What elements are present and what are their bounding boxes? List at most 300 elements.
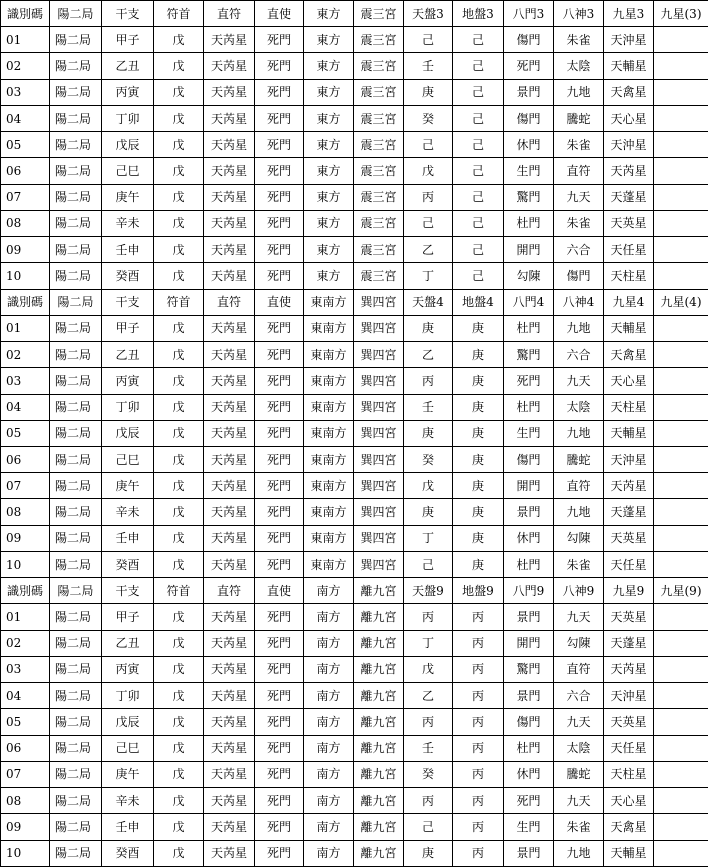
table-cell: 壬申 bbox=[102, 814, 154, 840]
table-cell: 丙 bbox=[453, 788, 504, 814]
header-cell: 東方 bbox=[304, 1, 354, 27]
table-row bbox=[1, 105, 708, 131]
table-cell: 陽二局 bbox=[50, 53, 102, 79]
table-cell: 己 bbox=[453, 79, 504, 105]
table-cell bbox=[654, 53, 708, 79]
header-cell: 離九宮 bbox=[354, 578, 404, 604]
table-cell: 南方 bbox=[304, 788, 354, 814]
table-cell: 戊 bbox=[154, 551, 204, 577]
table-cell: 甲子 bbox=[102, 604, 154, 630]
table-cell: 戊 bbox=[154, 315, 204, 341]
table-cell: 生門 bbox=[504, 814, 554, 840]
table-cell: 天芮星 bbox=[204, 132, 255, 158]
table-cell bbox=[654, 735, 708, 761]
table-cell: 巽四宮 bbox=[354, 315, 404, 341]
table-cell: 九天 bbox=[554, 368, 604, 394]
header-cell: 識別碼 bbox=[1, 578, 50, 604]
table-cell bbox=[654, 420, 708, 446]
table-cell: 己 bbox=[453, 184, 504, 210]
table-cell: 天沖星 bbox=[604, 683, 654, 709]
table-row bbox=[1, 499, 708, 525]
table-cell: 己 bbox=[404, 551, 453, 577]
table-cell: 巽四宮 bbox=[354, 551, 404, 577]
table-cell: 天禽星 bbox=[604, 79, 654, 105]
table-cell: 死門 bbox=[255, 446, 304, 472]
header-cell: 直使 bbox=[255, 289, 304, 315]
table-cell: 03 bbox=[1, 79, 50, 105]
table-cell: 天芮星 bbox=[204, 53, 255, 79]
table-row bbox=[1, 683, 708, 709]
table-cell: 戊 bbox=[154, 342, 204, 368]
table-cell: 巽四宮 bbox=[354, 368, 404, 394]
table-cell: 東南方 bbox=[304, 315, 354, 341]
table-cell: 東方 bbox=[304, 27, 354, 53]
table-cell bbox=[654, 604, 708, 630]
table-cell: 辛未 bbox=[102, 499, 154, 525]
table-cell: 09 bbox=[1, 237, 50, 263]
table-cell: 戊 bbox=[154, 525, 204, 551]
header-cell: 直符 bbox=[204, 1, 255, 27]
table-cell: 06 bbox=[1, 735, 50, 761]
table-cell: 直符 bbox=[554, 473, 604, 499]
table-cell: 震三宮 bbox=[354, 132, 404, 158]
table-row bbox=[1, 184, 708, 210]
table-cell: 天芮星 bbox=[204, 27, 255, 53]
table-cell: 九天 bbox=[554, 604, 604, 630]
table-cell: 己巳 bbox=[102, 446, 154, 472]
table-cell: 陽二局 bbox=[50, 525, 102, 551]
table-cell: 天芮星 bbox=[204, 814, 255, 840]
table-cell: 離九宮 bbox=[354, 604, 404, 630]
table-row bbox=[1, 525, 708, 551]
table-cell: 離九宮 bbox=[354, 683, 404, 709]
table-cell bbox=[654, 761, 708, 787]
table-cell: 死門 bbox=[255, 315, 304, 341]
table-cell: 天任星 bbox=[604, 735, 654, 761]
header-cell: 符首 bbox=[154, 1, 204, 27]
table-cell: 壬申 bbox=[102, 237, 154, 263]
table-cell: 庚 bbox=[453, 394, 504, 420]
table-cell: 壬 bbox=[404, 53, 453, 79]
table-row bbox=[1, 79, 708, 105]
table-cell: 戊 bbox=[404, 158, 453, 184]
table-cell: 天禽星 bbox=[604, 342, 654, 368]
table-cell: 休門 bbox=[504, 132, 554, 158]
table-cell: 甲子 bbox=[102, 27, 154, 53]
table-cell: 死門 bbox=[255, 525, 304, 551]
table-cell: 丙 bbox=[453, 683, 504, 709]
table-cell: 戊 bbox=[154, 27, 204, 53]
table-cell: 陽二局 bbox=[50, 604, 102, 630]
table-cell: 天沖星 bbox=[604, 446, 654, 472]
table-cell bbox=[654, 473, 708, 499]
table-cell: 死門 bbox=[504, 368, 554, 394]
table-cell: 07 bbox=[1, 473, 50, 499]
table-cell: 杜門 bbox=[504, 735, 554, 761]
table-cell: 陽二局 bbox=[50, 761, 102, 787]
table-cell: 己 bbox=[453, 53, 504, 79]
table-cell: 10 bbox=[1, 840, 50, 866]
header-cell: 干支 bbox=[102, 578, 154, 604]
table-cell: 天輔星 bbox=[604, 840, 654, 866]
table-cell: 戊 bbox=[154, 761, 204, 787]
header-cell: 天盤3 bbox=[404, 1, 453, 27]
table-cell: 天輔星 bbox=[604, 53, 654, 79]
table-cell: 戊 bbox=[154, 788, 204, 814]
table-cell: 庚午 bbox=[102, 184, 154, 210]
table-cell: 06 bbox=[1, 158, 50, 184]
table-cell: 朱雀 bbox=[554, 132, 604, 158]
table-cell: 乙丑 bbox=[102, 630, 154, 656]
table-cell: 丙 bbox=[453, 709, 504, 735]
header-cell: 八神4 bbox=[554, 289, 604, 315]
table-cell: 戊 bbox=[154, 237, 204, 263]
table-cell: 景門 bbox=[504, 683, 554, 709]
table-cell: 東方 bbox=[304, 105, 354, 131]
table-cell bbox=[654, 237, 708, 263]
table-cell: 戊 bbox=[154, 814, 204, 840]
table-cell: 己 bbox=[453, 132, 504, 158]
table-cell: 東南方 bbox=[304, 499, 354, 525]
table-cell: 天柱星 bbox=[604, 394, 654, 420]
table-cell: 丙 bbox=[453, 656, 504, 682]
table-cell: 05 bbox=[1, 709, 50, 735]
table-cell: 戊 bbox=[154, 132, 204, 158]
table-cell: 天芮星 bbox=[604, 158, 654, 184]
table-cell: 己巳 bbox=[102, 735, 154, 761]
table-cell: 南方 bbox=[304, 761, 354, 787]
table-cell bbox=[654, 27, 708, 53]
table-cell: 天芮星 bbox=[204, 184, 255, 210]
header-cell: 符首 bbox=[154, 289, 204, 315]
table-cell: 杜門 bbox=[504, 394, 554, 420]
table-cell: 己巳 bbox=[102, 158, 154, 184]
table-cell: 天芮星 bbox=[204, 105, 255, 131]
table-cell bbox=[654, 132, 708, 158]
table-cell: 乙 bbox=[404, 342, 453, 368]
table-cell: 陽二局 bbox=[50, 814, 102, 840]
table-cell: 死門 bbox=[255, 184, 304, 210]
table-cell: 死門 bbox=[255, 158, 304, 184]
table-cell: 九天 bbox=[554, 709, 604, 735]
table-cell: 東方 bbox=[304, 158, 354, 184]
table-row bbox=[1, 315, 708, 341]
table-cell: 01 bbox=[1, 604, 50, 630]
table-cell: 戊辰 bbox=[102, 132, 154, 158]
table-cell: 戊 bbox=[154, 263, 204, 289]
table-cell: 九天 bbox=[554, 184, 604, 210]
table-cell: 天輔星 bbox=[604, 315, 654, 341]
table-cell: 死門 bbox=[255, 210, 304, 236]
table-cell: 戊 bbox=[154, 105, 204, 131]
table-cell bbox=[654, 788, 708, 814]
header-cell: 九星(3) bbox=[654, 1, 708, 27]
table-cell: 己 bbox=[404, 210, 453, 236]
table-cell: 丙 bbox=[453, 814, 504, 840]
table-cell: 巽四宮 bbox=[354, 420, 404, 446]
table-cell: 丁卯 bbox=[102, 683, 154, 709]
header-cell: 九星(4) bbox=[654, 289, 708, 315]
table-cell: 朱雀 bbox=[554, 814, 604, 840]
table-cell: 天芮星 bbox=[204, 761, 255, 787]
table-cell: 04 bbox=[1, 683, 50, 709]
table-cell: 丙 bbox=[453, 840, 504, 866]
table-cell: 巽四宮 bbox=[354, 394, 404, 420]
table-cell: 丙 bbox=[404, 184, 453, 210]
table-cell: 東方 bbox=[304, 237, 354, 263]
table-cell: 癸 bbox=[404, 446, 453, 472]
table-cell bbox=[654, 814, 708, 840]
header-cell: 識別碼 bbox=[1, 1, 50, 27]
table-cell: 天芮星 bbox=[204, 263, 255, 289]
table-cell: 戊 bbox=[154, 210, 204, 236]
table-cell: 勾陳 bbox=[554, 630, 604, 656]
table-cell: 直符 bbox=[554, 158, 604, 184]
table-cell: 天芮星 bbox=[204, 499, 255, 525]
table-cell: 04 bbox=[1, 105, 50, 131]
table-cell bbox=[654, 499, 708, 525]
table-cell: 巽四宮 bbox=[354, 525, 404, 551]
header-cell: 八門9 bbox=[504, 578, 554, 604]
table-cell: 死門 bbox=[255, 788, 304, 814]
table-cell: 天芮星 bbox=[204, 735, 255, 761]
table-cell: 10 bbox=[1, 551, 50, 577]
table-cell: 陽二局 bbox=[50, 105, 102, 131]
table-cell: 震三宮 bbox=[354, 263, 404, 289]
table-cell: 震三宮 bbox=[354, 210, 404, 236]
table-cell: 陽二局 bbox=[50, 630, 102, 656]
table-cell: 己 bbox=[453, 263, 504, 289]
header-cell: 八神9 bbox=[554, 578, 604, 604]
table-cell: 景門 bbox=[504, 604, 554, 630]
table-cell: 09 bbox=[1, 525, 50, 551]
table-cell: 南方 bbox=[304, 683, 354, 709]
table-cell: 08 bbox=[1, 788, 50, 814]
table-cell: 天禽星 bbox=[604, 814, 654, 840]
table-cell: 天芮星 bbox=[204, 237, 255, 263]
header-cell: 九星4 bbox=[604, 289, 654, 315]
header-cell: 八門3 bbox=[504, 1, 554, 27]
table-cell: 天蓬星 bbox=[604, 184, 654, 210]
table-row bbox=[1, 158, 708, 184]
table-cell: 02 bbox=[1, 342, 50, 368]
table-cell: 東南方 bbox=[304, 446, 354, 472]
table-cell: 甲子 bbox=[102, 315, 154, 341]
table-row bbox=[1, 210, 708, 236]
table-cell: 陽二局 bbox=[50, 840, 102, 866]
table-row bbox=[1, 656, 708, 682]
table-cell: 陽二局 bbox=[50, 184, 102, 210]
table-cell: 朱雀 bbox=[554, 27, 604, 53]
table-cell: 丙 bbox=[404, 368, 453, 394]
table-cell: 天芮星 bbox=[204, 210, 255, 236]
table-cell: 戊 bbox=[154, 184, 204, 210]
table-cell: 杜門 bbox=[504, 210, 554, 236]
table-cell bbox=[654, 315, 708, 341]
table-cell: 庚 bbox=[453, 420, 504, 446]
table-cell: 死門 bbox=[255, 368, 304, 394]
table-cell: 乙丑 bbox=[102, 342, 154, 368]
table-cell: 天任星 bbox=[604, 237, 654, 263]
table-cell: 天芮星 bbox=[204, 368, 255, 394]
table-cell: 己 bbox=[453, 210, 504, 236]
table-cell: 陽二局 bbox=[50, 342, 102, 368]
table-cell: 庚 bbox=[453, 368, 504, 394]
table-cell: 離九宮 bbox=[354, 788, 404, 814]
table-cell: 陽二局 bbox=[50, 263, 102, 289]
table-cell: 丙寅 bbox=[102, 656, 154, 682]
table-cell: 六合 bbox=[554, 342, 604, 368]
table-row bbox=[1, 446, 708, 472]
table-cell bbox=[654, 840, 708, 866]
table-cell: 己 bbox=[404, 814, 453, 840]
table-cell: 戊 bbox=[404, 473, 453, 499]
table-cell: 驚門 bbox=[504, 656, 554, 682]
table-cell: 生門 bbox=[504, 158, 554, 184]
header-cell: 陽二局 bbox=[50, 289, 102, 315]
table-cell: 東南方 bbox=[304, 420, 354, 446]
table-cell: 庚 bbox=[453, 525, 504, 551]
table-cell: 癸酉 bbox=[102, 551, 154, 577]
table-cell: 死門 bbox=[504, 53, 554, 79]
table-cell: 天芮星 bbox=[204, 604, 255, 630]
table-cell: 庚 bbox=[453, 473, 504, 499]
table-cell: 天芮星 bbox=[204, 342, 255, 368]
table-cell: 08 bbox=[1, 210, 50, 236]
table-cell: 傷門 bbox=[504, 27, 554, 53]
table-cell: 騰蛇 bbox=[554, 105, 604, 131]
section-header-row bbox=[1, 1, 708, 27]
table-cell bbox=[654, 709, 708, 735]
table-cell bbox=[654, 368, 708, 394]
table-cell: 03 bbox=[1, 656, 50, 682]
table-cell: 陽二局 bbox=[50, 368, 102, 394]
table-cell: 離九宮 bbox=[354, 630, 404, 656]
table-row bbox=[1, 840, 708, 866]
table-cell: 戊 bbox=[154, 394, 204, 420]
table-cell bbox=[654, 79, 708, 105]
table-cell bbox=[654, 394, 708, 420]
header-cell: 干支 bbox=[102, 1, 154, 27]
table-cell: 乙 bbox=[404, 683, 453, 709]
header-cell: 巽四宮 bbox=[354, 289, 404, 315]
table-cell: 天芮星 bbox=[204, 840, 255, 866]
header-cell: 直符 bbox=[204, 289, 255, 315]
table-cell: 天柱星 bbox=[604, 263, 654, 289]
table-cell: 庚 bbox=[404, 840, 453, 866]
header-cell: 九星9 bbox=[604, 578, 654, 604]
table-cell: 景門 bbox=[504, 840, 554, 866]
table-cell: 九地 bbox=[554, 420, 604, 446]
table-cell: 勾陳 bbox=[504, 263, 554, 289]
table-cell: 戊 bbox=[154, 420, 204, 446]
table-cell: 01 bbox=[1, 27, 50, 53]
table-cell: 東方 bbox=[304, 79, 354, 105]
table-cell: 死門 bbox=[255, 656, 304, 682]
table-row bbox=[1, 630, 708, 656]
table-cell: 己 bbox=[453, 158, 504, 184]
table-cell: 太陰 bbox=[554, 735, 604, 761]
table-cell: 東方 bbox=[304, 263, 354, 289]
table-body bbox=[1, 1, 708, 867]
table-cell: 勾陳 bbox=[554, 525, 604, 551]
table-cell: 陽二局 bbox=[50, 551, 102, 577]
table-cell: 死門 bbox=[255, 630, 304, 656]
table-cell: 陽二局 bbox=[50, 473, 102, 499]
table-cell: 天芮星 bbox=[204, 525, 255, 551]
table-cell: 庚午 bbox=[102, 473, 154, 499]
header-cell: 識別碼 bbox=[1, 289, 50, 315]
table-cell: 南方 bbox=[304, 656, 354, 682]
table-row bbox=[1, 788, 708, 814]
table-cell: 騰蛇 bbox=[554, 761, 604, 787]
table-cell: 杜門 bbox=[504, 551, 554, 577]
table-cell bbox=[654, 105, 708, 131]
table-cell: 離九宮 bbox=[354, 709, 404, 735]
table-cell: 天芮星 bbox=[204, 551, 255, 577]
table-cell: 離九宮 bbox=[354, 735, 404, 761]
table-cell: 丙 bbox=[453, 604, 504, 630]
table-cell: 陽二局 bbox=[50, 499, 102, 525]
table-cell: 生門 bbox=[504, 420, 554, 446]
table-cell bbox=[654, 525, 708, 551]
table-cell bbox=[654, 342, 708, 368]
table-cell: 壬 bbox=[404, 735, 453, 761]
table-cell: 戊 bbox=[154, 368, 204, 394]
table-cell: 景門 bbox=[504, 79, 554, 105]
header-cell: 直符 bbox=[204, 578, 255, 604]
table-cell: 天輔星 bbox=[604, 420, 654, 446]
section-header-row bbox=[1, 578, 708, 604]
table-cell: 癸酉 bbox=[102, 263, 154, 289]
table-cell: 己 bbox=[453, 105, 504, 131]
table-cell: 癸 bbox=[404, 105, 453, 131]
table-cell: 天芮星 bbox=[204, 315, 255, 341]
table-cell: 07 bbox=[1, 761, 50, 787]
table-cell: 庚 bbox=[404, 79, 453, 105]
table-cell: 震三宮 bbox=[354, 237, 404, 263]
table-cell: 天芮星 bbox=[204, 788, 255, 814]
table-cell: 庚 bbox=[453, 551, 504, 577]
table-cell: 02 bbox=[1, 53, 50, 79]
table-cell: 休門 bbox=[504, 761, 554, 787]
table-cell: 戊 bbox=[154, 735, 204, 761]
table-cell: 朱雀 bbox=[554, 551, 604, 577]
table-cell: 南方 bbox=[304, 709, 354, 735]
table-cell: 傷門 bbox=[504, 446, 554, 472]
table-cell: 東方 bbox=[304, 132, 354, 158]
table-cell bbox=[654, 263, 708, 289]
header-cell: 九星(9) bbox=[654, 578, 708, 604]
header-cell: 地盤4 bbox=[453, 289, 504, 315]
table-cell: 景門 bbox=[504, 499, 554, 525]
table-cell: 死門 bbox=[255, 237, 304, 263]
table-cell: 庚 bbox=[404, 499, 453, 525]
table-cell bbox=[654, 158, 708, 184]
table-cell: 戊 bbox=[154, 630, 204, 656]
header-cell: 南方 bbox=[304, 578, 354, 604]
header-cell: 符首 bbox=[154, 578, 204, 604]
table-cell: 死門 bbox=[255, 735, 304, 761]
table-cell: 戊 bbox=[154, 53, 204, 79]
table-cell: 離九宮 bbox=[354, 840, 404, 866]
table-cell: 陽二局 bbox=[50, 735, 102, 761]
table-cell: 天芮星 bbox=[204, 473, 255, 499]
header-cell: 陽二局 bbox=[50, 578, 102, 604]
table-cell: 天芮星 bbox=[204, 394, 255, 420]
table-cell: 陽二局 bbox=[50, 315, 102, 341]
table-cell: 天芮星 bbox=[204, 79, 255, 105]
